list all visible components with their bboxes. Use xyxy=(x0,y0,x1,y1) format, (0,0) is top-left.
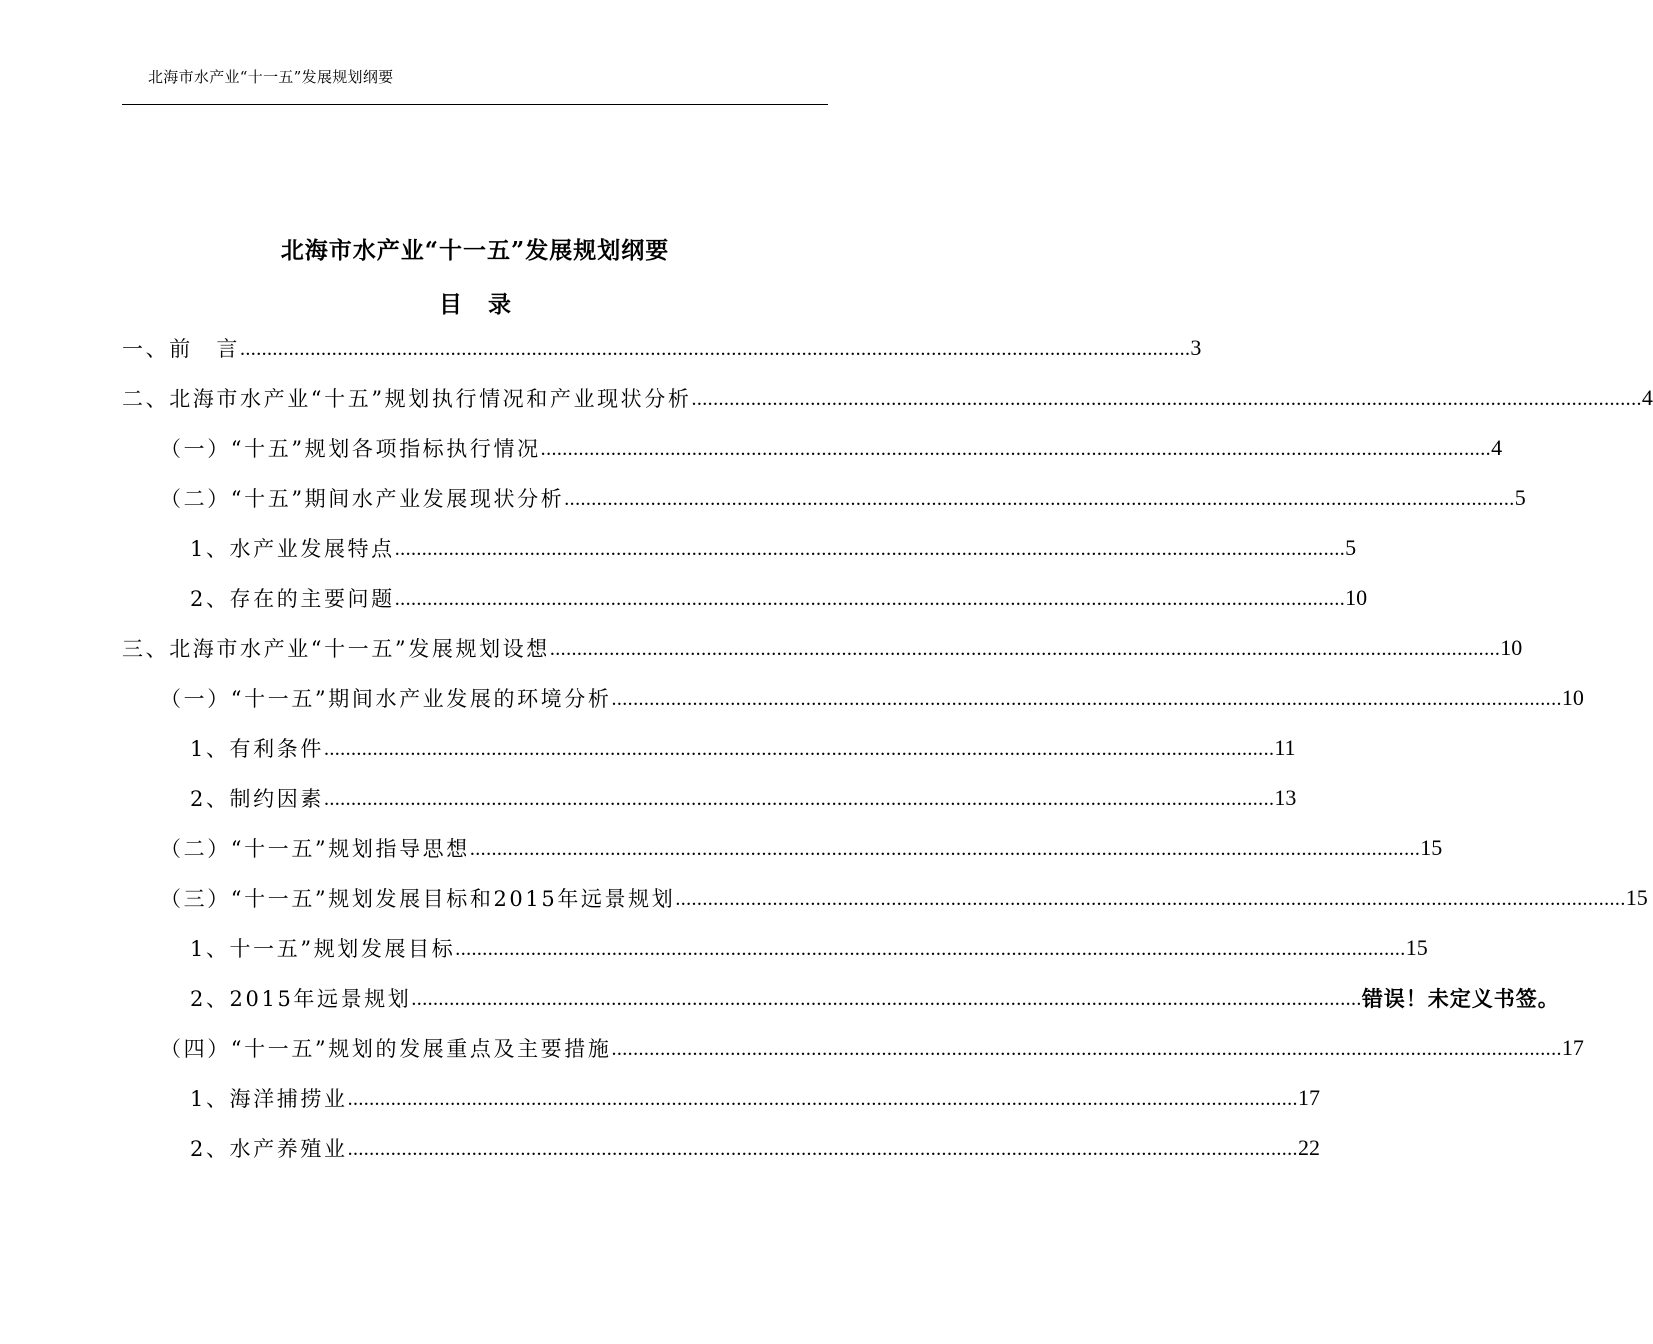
toc-page-number: 15 xyxy=(1420,835,1443,860)
toc-entry-text: 2、水产养殖业 xyxy=(190,1137,348,1161)
toc-leader-dots: ................................................................................................................................................................................ xyxy=(469,838,1421,860)
toc-entry[interactable] xyxy=(190,526,1357,570)
toc-entry-text: 三、北海市水产业“十一五”发展规划设想 xyxy=(122,637,550,661)
toc-leader-dots: ................................................................................................................................................................................ xyxy=(411,988,1362,1010)
toc-entry-text: （一）“十五”规划各项指标执行情况 xyxy=(160,437,541,461)
toc-entry-text: 2、存在的主要问题 xyxy=(190,587,395,611)
toc-entry[interactable] xyxy=(160,476,1526,520)
toc-entry-text: 二、北海市水产业“十五”规划执行情况和产业现状分析 xyxy=(122,387,692,411)
toc-entry[interactable] xyxy=(190,726,1296,770)
toc-entry-text: 1、水产业发展特点 xyxy=(190,537,395,561)
document-title: 北海市水产业“十一五”发展规划纲要 xyxy=(280,237,670,264)
toc-page-number: 22 xyxy=(1297,1135,1320,1160)
toc-entry-text: 一、前 言 xyxy=(122,337,240,361)
toc-leader-dots: ................................................................................................................................................................................ xyxy=(455,938,1406,960)
toc-page-number: 5 xyxy=(1345,535,1357,560)
toc-leader-dots: ................................................................................................................................................................................ xyxy=(394,538,1346,560)
toc-entry[interactable] xyxy=(190,1126,1320,1170)
toc-page-number: 4 xyxy=(1641,385,1653,410)
toc-entry-text: （二）“十一五”规划指导思想 xyxy=(160,837,470,861)
toc-page-number: 11 xyxy=(1274,735,1296,760)
toc-heading: 目录 xyxy=(439,291,537,318)
toc-leader-dots: ................................................................................................................................................................................ xyxy=(394,588,1346,610)
toc-leader-dots: ................................................................................................................................................................................ xyxy=(240,338,1191,360)
toc-entry[interactable] xyxy=(160,826,1443,870)
toc-page-number: 17 xyxy=(1297,1085,1320,1110)
toc-page-number: 4 xyxy=(1491,435,1503,460)
toc-entry[interactable] xyxy=(190,576,1368,620)
toc-entry[interactable] xyxy=(122,326,1202,370)
toc-page-number: 15 xyxy=(1405,935,1428,960)
toc-leader-dots: ................................................................................................................................................................................ xyxy=(549,638,1501,660)
toc-leader-dots: ................................................................................................................................................................................ xyxy=(611,688,1562,710)
toc-leader-dots: ................................................................................................................................................................................ xyxy=(323,738,1275,760)
toc-leader-dots: ................................................................................................................................................................................ xyxy=(347,1138,1298,1160)
toc-entry[interactable] xyxy=(160,676,1584,720)
toc-page-number: 10 xyxy=(1500,635,1523,660)
toc-page-number: 10 xyxy=(1345,585,1368,610)
toc-leader-dots: ................................................................................................................................................................................ xyxy=(323,788,1275,810)
toc-entry-text: （四）“十一五”规划的发展重点及主要措施 xyxy=(160,1037,612,1061)
toc-page-number: 3 xyxy=(1190,335,1202,360)
toc-entry[interactable] xyxy=(160,876,1648,920)
toc-entry[interactable] xyxy=(160,426,1503,470)
toc-entry[interactable] xyxy=(160,1026,1584,1070)
toc-page-number: 10 xyxy=(1561,685,1584,710)
toc-entry-text: 1、有利条件 xyxy=(190,737,324,761)
toc-entry[interactable] xyxy=(190,776,1297,820)
toc-leader-dots: ................................................................................................................................................................................ xyxy=(564,488,1515,510)
toc-page-number: 13 xyxy=(1274,785,1297,810)
toc-leader-dots: ................................................................................................................................................................................ xyxy=(675,888,1626,910)
toc-entry-text: 2、2015年远景规划 xyxy=(190,987,412,1011)
toc-page-number: 5 xyxy=(1514,485,1526,510)
toc-leader-dots: ................................................................................................................................................................................ xyxy=(347,1088,1298,1110)
toc-entry-text: （一）“十一五”期间水产业发展的环境分析 xyxy=(160,687,612,711)
toc-entry-text: 2、制约因素 xyxy=(190,787,324,811)
toc-entry[interactable] xyxy=(190,1076,1320,1120)
toc-entry-text: 1、海洋捕捞业 xyxy=(190,1087,348,1111)
toc-entry-text: （三）“十一五”规划发展目标和2015年远景规划 xyxy=(160,887,676,911)
toc-page-number: 15 xyxy=(1625,885,1648,910)
toc-bookmark-error: 错误！未定义书签。 xyxy=(1361,986,1560,1011)
toc-entry[interactable] xyxy=(190,976,1560,1020)
toc-entry-text: 1、十一五”规划发展目标 xyxy=(190,937,456,961)
toc-entry[interactable] xyxy=(122,626,1523,670)
running-header: 北海市水产业“十一五”发展规划纲要 xyxy=(148,68,394,86)
toc-entry[interactable] xyxy=(190,926,1428,970)
toc-leader-dots: ................................................................................................................................................................................ xyxy=(540,438,1492,460)
toc-entry[interactable] xyxy=(122,376,1653,420)
toc-page-number: 17 xyxy=(1561,1035,1584,1060)
toc-leader-dots: ................................................................................................................................................................................ xyxy=(691,388,1642,410)
toc-entry-text: （二）“十五”期间水产业发展现状分析 xyxy=(160,487,565,511)
toc-leader-dots: ................................................................................................................................................................................ xyxy=(611,1038,1562,1060)
header-divider xyxy=(122,104,828,105)
